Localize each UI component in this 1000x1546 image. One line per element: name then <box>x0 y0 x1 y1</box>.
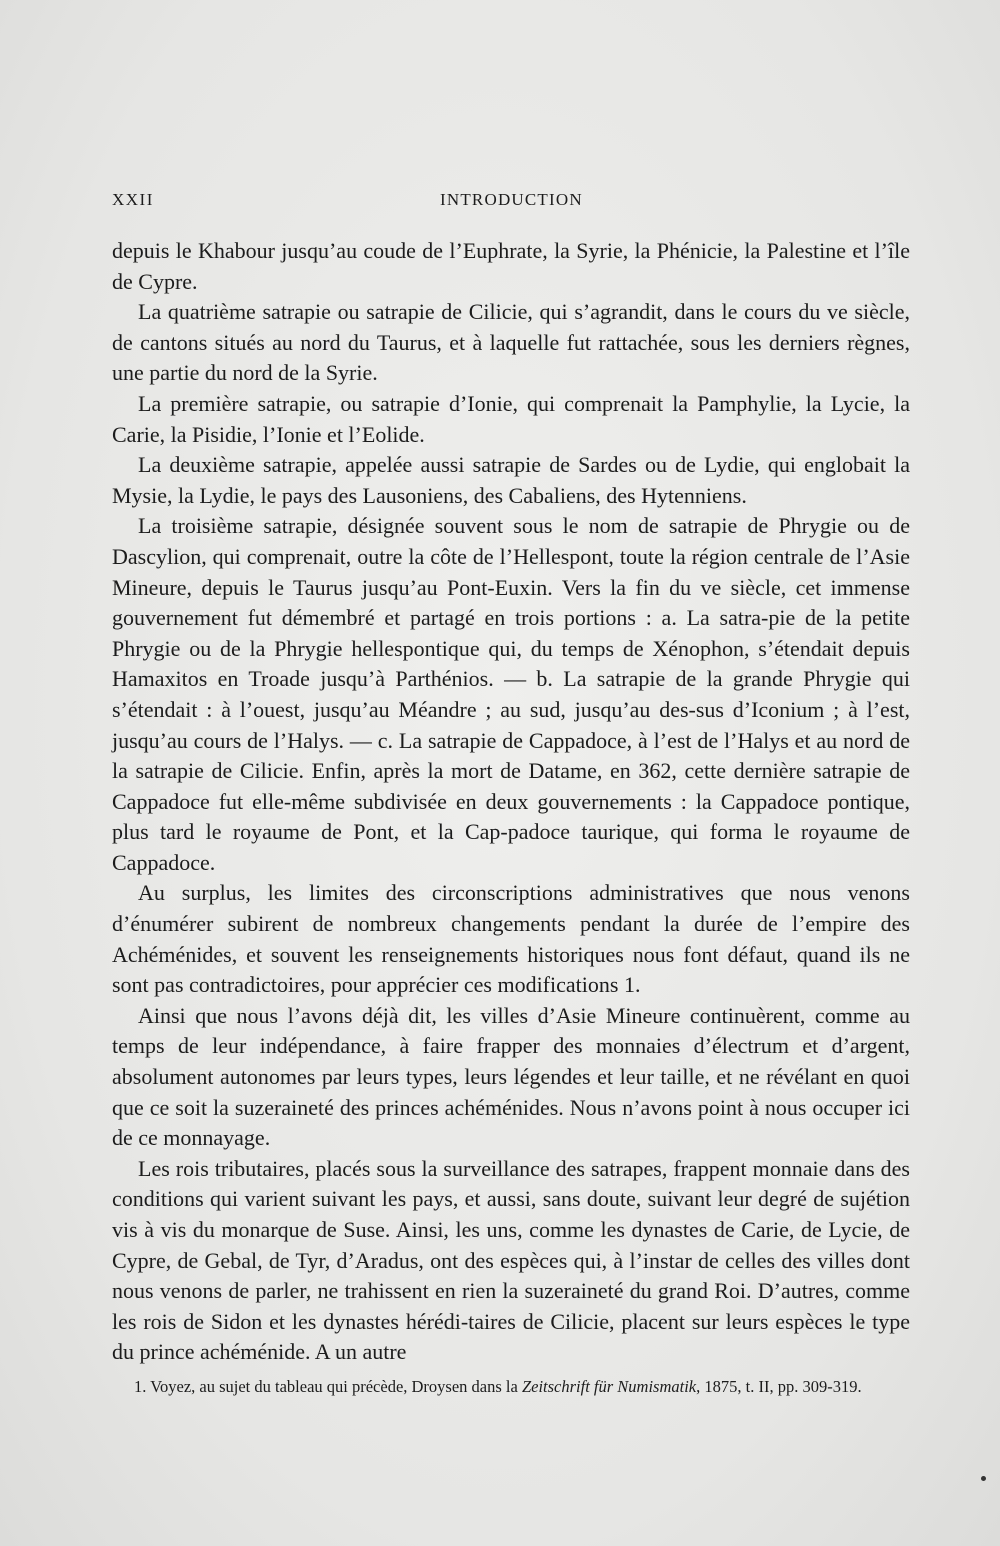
paragraph: La troisième satrapie, désignée souvent sous le nom de satrapie de Phrygie ou de Dascylion, qui comprenait, outre la côte de l’Hellespont, toute la région centrale de l’Asie Mineure, depuis le Taurus jusqu’au Pont-Euxin. Vers la fin du ve siècle, cet immense gouvernement fut démembré et partagé en trois portions : a. La satra-pie de la petite Phrygie ou de la Phrygie hellespontique qui, du temps de Xénophon, s’étendait depuis Hamaxitos en Troade jusqu’à Parthénios. — b. La satrapie de la grande Phrygie qui s’étendait : à l’ouest, jusqu’au Méandre ; au sud, jusqu’au des-sus d’Iconium ; à l’est, jusqu’au cours de l’Halys. — c. La satrapie de Cappadoce, à l’est de l’Halys et au nord de la satrapie de Cilicie. Enfin, après la mort de Datame, en 362, cette dernière satrapie de Cappadoce fut elle-même subdivisée en deux gouvernements : la Cappadoce pontique, plus tard le royaume de Pont, et la Cap-padoce taurique, qui forma le royaume de Cappadoce. <box>112 513 910 875</box>
paragraph: La quatrième satrapie ou satrapie de Cilicie, qui s’agrandit, dans le cours du ve siècle, de cantons situés au nord du Taurus, et à laquelle fut rattachée, sous les derniers règnes, une partie du nord de la Syrie. <box>112 299 910 386</box>
page-number: XXII <box>112 190 154 209</box>
footnote-reference: , 1875, t. II, pp. 309-319. <box>696 1377 862 1396</box>
footnote-journal-title: Zeitschrift für Numismatik <box>521 1377 697 1396</box>
paragraph: Au surplus, les limites des circonscriptions administratives que nous venons d’énumérer subirent de nombreux changements pendant la durée de l’empire des Achéménides, et souvent les renseignements historiques nous font défaut, quand ils ne sont pas contradictoires, pour apprécier ces modifications 1. <box>112 880 910 998</box>
footnote-text: Voyez, au sujet du tableau qui précède, Droysen dans la <box>150 1377 518 1396</box>
paragraph: Les rois tributaires, placés sous la surveillance des satrapes, frappent monnaie dans des conditions qui varient suivant les pays, et aussi, sans doute, suivant leur degré de sujétion vis à vis du monarque de Suse. Ainsi, les uns, comme les dynastes de Carie, de Lycie, de Cypre, de Gebal, de Tyr, d’Aradus, ont des espèces qui, à l’instar de celles des villes dont nous venons de parler, ne trahissent en rien la suzeraineté du grand Roi. D’autres, comme les rois de Sidon et les dynastes hérédi-taires de Cilicie, placent sur leurs espèces le type du prince achéménide. A un autre <box>112 1155 910 1365</box>
footnote <box>112 1376 910 1397</box>
main-text <box>112 236 910 1368</box>
paper-speck <box>981 1476 986 1481</box>
running-title: INTRODUCTION <box>440 190 583 209</box>
paragraph: depuis le Khabour jusqu’au coude de l’Euphrate, la Syrie, la Phénicie, la Palestine et l’île de Cypre. <box>112 238 910 294</box>
footnote-number: 1. <box>134 1377 147 1396</box>
paragraph: La première satrapie, ou satrapie d’Ionie, qui comprenait la Pamphylie, la Lycie, la Carie, la Pisidie, l’Ionie et l’Eolide. <box>112 390 910 447</box>
paragraph: La deuxième satrapie, appelée aussi satrapie de Sardes ou de Lydie, qui englobait la Mysie, la Lydie, le pays des Lausoniens, des Cabaliens, des Hytenniens. <box>112 452 910 508</box>
page-header <box>112 190 910 220</box>
paragraph: Ainsi que nous l’avons déjà dit, les villes d’Asie Mineure continuèrent, comme au temps de leur indépendance, à faire frapper des monnaies d’électrum et d’argent, absolument autonomes par leurs types, leurs légendes et leur taille, et ne révélant en quoi que ce soit la suzeraineté des princes achéménides. Nous n’avons point à nous occuper ici de ce monnayage. <box>112 1002 910 1151</box>
